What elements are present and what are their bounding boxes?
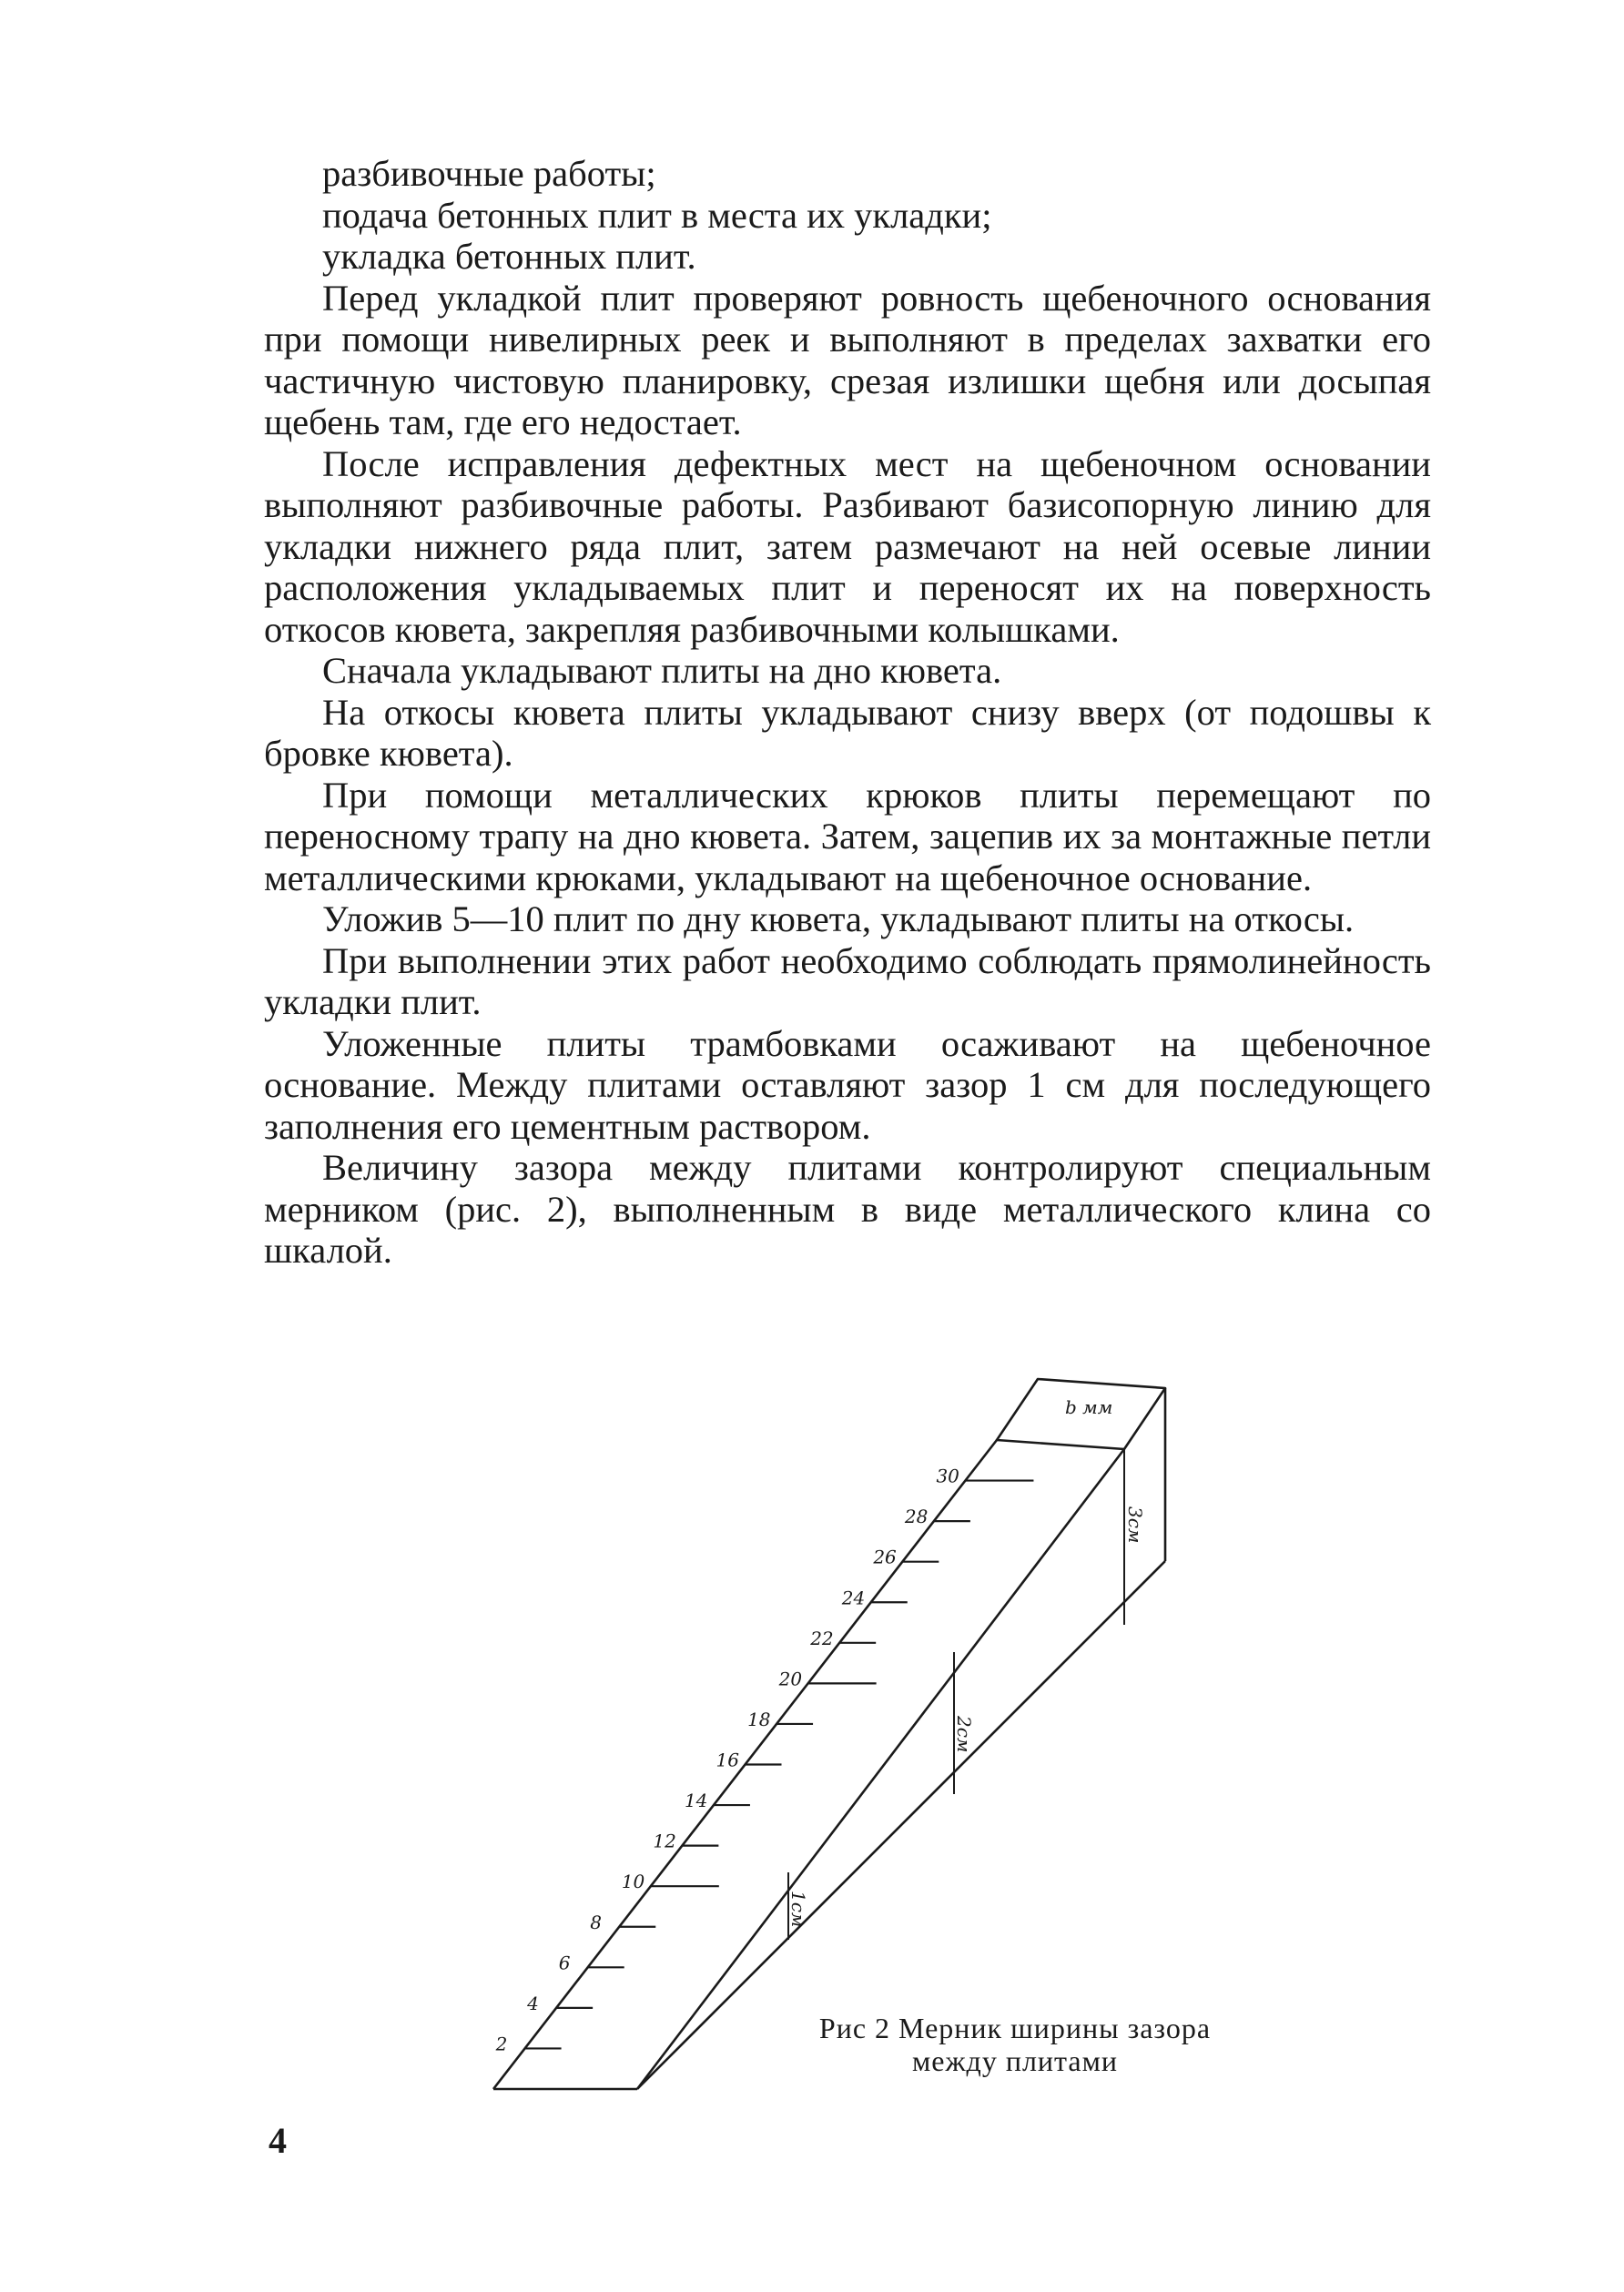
gauge-tick-label: 2 <box>495 2033 508 2055</box>
paragraph: Уложенные плиты трамбовками осаживают на щебеночное основание. Между плитами оставляют зазор 1 см для последующего заполнения его цементным раствором. <box>264 1022 1431 1147</box>
list-item: укладка бетонных плит. <box>322 236 696 277</box>
gauge-unit-label: b мм <box>1065 1396 1113 1418</box>
gauge-tick-label: 12 <box>653 1830 676 1852</box>
gauge-tick-label: 24 <box>841 1587 866 1609</box>
caption-line-2: между плитами <box>911 2044 1118 2077</box>
paragraph: При помощи металлических крюков плиты перемещают по переносному трапу на дно кювета. Затем, зацепив их за монтажные петли металлическими крюками, укладывают на щебеночное основание. <box>264 774 1431 898</box>
gauge-scale <box>495 1465 1034 2055</box>
gauge-tick-label: 28 <box>904 1506 929 1528</box>
page-number: 4 <box>269 2120 287 2161</box>
gauge-tick-label: 8 <box>590 1911 602 1933</box>
gap-gauge-figure <box>482 1361 1211 2125</box>
caption-line-1: Рис 2 Мерник ширины зазора <box>818 2012 1212 2044</box>
gauge-ridge-edge <box>637 1449 1124 2089</box>
list-item: разбивочные работы; <box>322 153 656 194</box>
body-text <box>264 153 1431 1272</box>
gauge-tick-label: 18 <box>747 1708 771 1730</box>
gauge-tick-label: 10 <box>621 1871 645 1893</box>
gap-gauge-drawing <box>482 1361 1211 2125</box>
paragraph: При выполнении этих работ необходимо соблюдать прямолинейность укладки плит. <box>264 939 1431 1022</box>
gauge-width-label-1cm: 1см <box>787 1891 809 1928</box>
paragraph: После исправления дефектных мест на щебеночном основании выполняют разбивочные работы. Разбивают базисопорную линию для укладки нижнего ряда плит, затем размечают на ней осевые линии расположения укладываемых плит и переносят их на поверхность откосов кювета, закрепляя разбивочными колышками. <box>264 442 1431 650</box>
gauge-tick-label: 4 <box>527 1992 539 2014</box>
paragraph: Перед укладкой плит проверяют ровность щебеночного основания при помощи нивелирных реек и выполняют в пределах захватки его частичную чистовую планировку, срезая излишки щебня или досыпая щебень там, где его недостает. <box>264 277 1431 442</box>
gauge-tick-label: 14 <box>684 1790 708 1812</box>
gauge-side-edge <box>637 1561 1165 2089</box>
gauge-tick-label: 22 <box>810 1627 834 1649</box>
gauge-tick-label: 16 <box>716 1749 739 1771</box>
paragraph: На откосы кювета плиты укладывают снизу вверх (от подошвы к бровке кювета). <box>264 691 1431 774</box>
gauge-tick-label: 30 <box>936 1465 959 1487</box>
figure-caption <box>760 2012 1270 2077</box>
paragraph: Уложив 5—10 плит по дну кювета, укладывают плиты на откосы. <box>322 898 1355 939</box>
paragraph: Сначала укладывают плиты на дно кювета. <box>322 650 1002 691</box>
gauge-width-label-2cm: 2см <box>953 1716 975 1753</box>
gauge-tick-label: 6 <box>558 1952 571 1974</box>
gauge-tick-label: 26 <box>873 1546 897 1568</box>
gauge-tick-label: 20 <box>778 1668 803 1690</box>
list-item: подача бетонных плит в места их укладки; <box>322 194 992 236</box>
paragraph: Величину зазора между плитами контролируют специальным мерником (рис. 2), выполненным в виде металлического клина со шкалой. <box>264 1147 1431 1271</box>
gauge-width-label-3cm: 3см <box>1124 1506 1146 1544</box>
